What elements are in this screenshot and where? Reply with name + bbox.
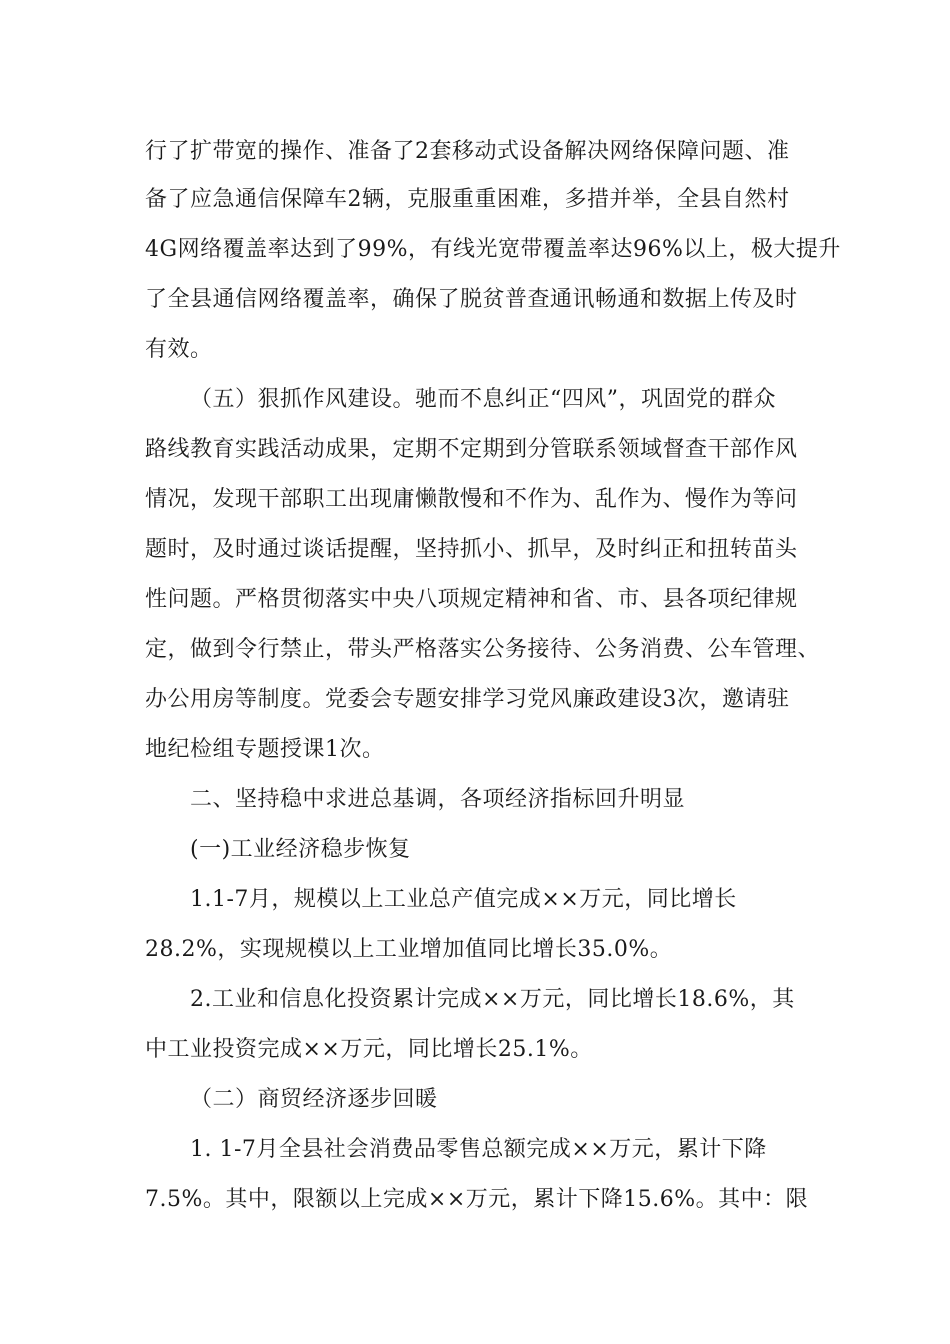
body-text-line: 4G网络覆盖率达到了99%，有线光宽带覆盖率达96%以上，极大提升 <box>145 237 841 262</box>
body-text-line: 有效。 <box>145 337 213 362</box>
body-text-line: 了全县通信网络覆盖率，确保了脱贫普查通讯畅通和数据上传及时 <box>145 287 798 312</box>
body-text-line: 28.2%，实现规模以上工业增加值同比增长35.0%。 <box>145 937 673 962</box>
body-text-line: 备了应急通信保障车2辆，克服重重困难，多措并举，全县自然村 <box>145 187 790 212</box>
list-item-1: 1.1-7月，规模以上工业总产值完成××万元，同比增长 <box>190 887 737 912</box>
body-text-line: 地纪检组专题授课1次。 <box>145 737 385 762</box>
body-text-line: 办公用房等制度。党委会专题安排学习党风廉政建设3次，邀请驻 <box>145 687 790 712</box>
list-item-1: 1. 1-7月全县社会消费品零售总额完成××万元，累计下降 <box>190 1137 767 1162</box>
body-text-line: 中工业投资完成××万元，同比增长25.1%。 <box>145 1037 593 1062</box>
body-text-line: 7.5%。其中，限额以上完成××万元，累计下降15.6%。其中：限 <box>145 1187 809 1212</box>
body-text-line: 情况，发现干部职工出现庸懒散慢和不作为、乱作为、慢作为等问 <box>145 487 798 512</box>
body-text-line: 定，做到令行禁止，带头严格落实公务接待、公务消费、公车管理、 <box>145 637 821 662</box>
subsection-heading-2: （二）商贸经济逐步回暖 <box>190 1087 438 1112</box>
section-heading-5: （五）狠抓作风建设。驰而不息纠正“四风”，巩固党的群众 <box>190 387 776 412</box>
subsection-heading-1: (一)工业经济稳步恢复 <box>190 837 411 862</box>
body-text-line: 性问题。严格贯彻落实中央八项规定精神和省、市、县各项纪律规 <box>145 587 798 612</box>
chapter-heading-2: 二、坚持稳中求进总基调，各项经济指标回升明显 <box>190 787 686 812</box>
body-text-line: 行了扩带宽的操作、准备了2套移动式设备解决网络保障问题、准 <box>145 139 790 164</box>
list-item-2: 2.工业和信息化投资累计完成××万元，同比增长18.6%，其 <box>190 987 795 1012</box>
body-text-line: 题时，及时通过谈话提醒，坚持抓小、抓早，及时纠正和扭转苗头 <box>145 537 798 562</box>
body-text-line: 路线教育实践活动成果，定期不定期到分管联系领域督查干部作风 <box>145 437 798 462</box>
